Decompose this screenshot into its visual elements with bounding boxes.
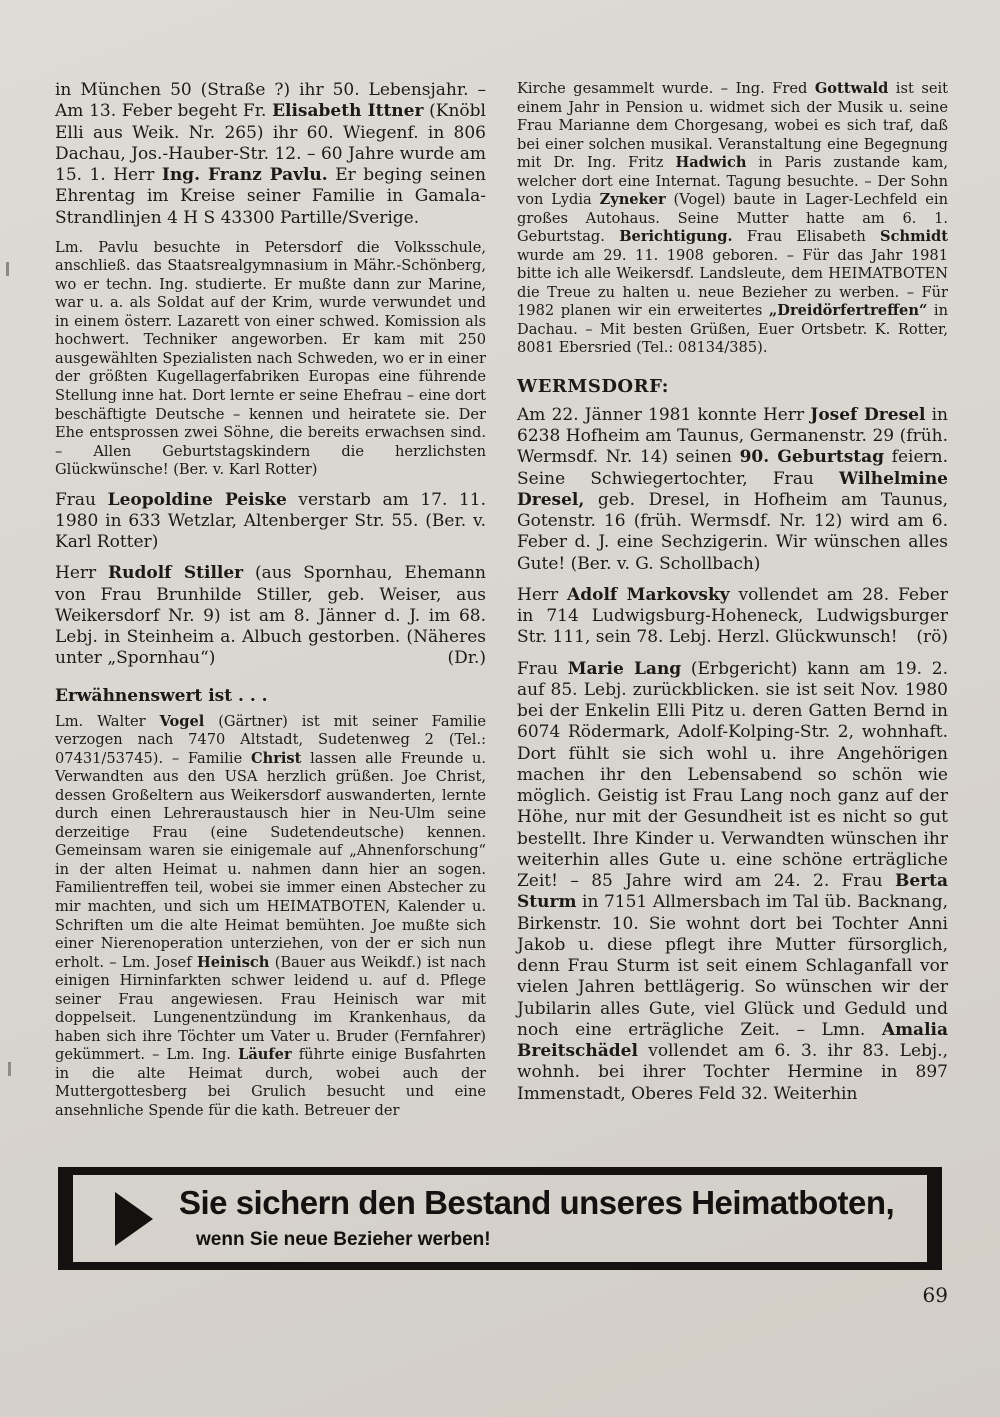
- text-run: in 6238 Hofheim am Taunus, Germanenstr. 29 (früh. Wermsdf. Nr. 14) seinen: [517, 404, 948, 468]
- text-run: (Gärtner) ist mit seiner Familie verzogen nach 7470 Altstadt, Sudetenweg 2 (Tel.: 07431/53745). – Familie: [55, 712, 486, 767]
- paragraph-dresel-birthday: [517, 405, 948, 575]
- subscription-banner: [58, 1167, 942, 1270]
- banner-text-block: [179, 1186, 894, 1251]
- paragraph-stiller-obituary: [55, 563, 486, 669]
- text-run: Herr: [517, 584, 568, 605]
- text-run: verstarb am 17. 11. 1980 in 633 Wetzlar, Altenberger Str. 55. (Ber. v. Karl Rotter): [55, 489, 486, 553]
- text-run: Frau: [55, 489, 108, 510]
- text-run: Lm. Pavlu besuchte in Petersdorf die Volksschule, anschließ. das Staatsrealgymnasium in Mähr.-Schönberg, wo er techn. Ing. studierte. Er mußte dann zur Marine, war u. a. als Soldat auf der Krim, wurde verwundet und in einem österr. Lazarett von einer schwed. Komission als hochwert. Techniker angeworben. Er kam mit 250 ausgewählten Spezialisten nach Schweden, wo er in einer der größten Kugellagerfabriken Europas eine führende Stellung inne hat. Dort lernte er seine Ehefrau – eine dort beschäftigte Deutsche – kennen und heiratete sie. Der Ehe entsprossen zwei Söhne, die bereits erwachsen sind. – Allen Geburtstagskindern die herzlichsten Glückwünsche! (Ber. v. Karl Rotter): [55, 238, 486, 479]
- bold-text-run: Heinisch: [196, 953, 270, 971]
- section-heading-erwaehnenswert: Erwähnenswert ist . . .: [55, 685, 268, 706]
- text-run: Am 22. Jänner 1981 konnte Herr: [517, 404, 811, 425]
- banner-subtitle: wenn Sie neue Bezieher werben!: [196, 1228, 491, 1250]
- bold-text-run: Berta Sturm: [517, 871, 948, 913]
- bold-text-run: Berichtigung.: [619, 228, 733, 246]
- bold-text-run: 90. Geburtstag: [739, 447, 885, 468]
- text-run: vollendet am 28. Feber in 714 Ludwigsburg-Hoheneck, Ludwigsburger Str. 111, sein 78. Lebj. Herzl. Glückwunsch!: [517, 584, 948, 648]
- page-number: 69: [922, 1283, 948, 1307]
- bold-text-run: Ing. Franz Pavlu.: [161, 165, 328, 185]
- text-run: in Dachau. – Mit besten Grüßen, Euer Ortsbetr. K. Rotter, 8081 Ebersried (Tel.: 08134/385).: [517, 302, 948, 357]
- bold-text-run: Josef Dresel: [810, 404, 926, 425]
- banner-right-bar: [927, 1167, 942, 1270]
- paragraph-pavlu-biography: [55, 239, 486, 480]
- text-columns: [55, 80, 948, 1130]
- signature-run: (Dr.): [447, 648, 486, 669]
- text-run: (Knöbl Elli aus Weik. Nr. 265) ihr 60. Wiegenf. in 806 Dachau, Jos.-Hauber-Str. 12. – 60 Jahre wurde am 15. 1. Herr: [55, 101, 486, 185]
- bold-text-run: Hadwich: [675, 154, 747, 172]
- arrow-right-icon: [115, 1192, 153, 1246]
- left-column: [55, 80, 486, 1130]
- bold-text-run: Adolf Markovsky: [567, 584, 730, 605]
- bold-text-run: Marie Lang: [567, 658, 682, 679]
- text-run: geb. Dresel, in Hofheim am Taunus, Gotenstr. 16 (früh. Wermsdf. Nr. 12) wird am 6. Feber d. J. eine Sechzigerin. Wir wünschen alles Gute! (Ber. v. G. Schollbach): [517, 489, 948, 574]
- paragraph-markovsky-birthday: [517, 585, 948, 649]
- signature-run: (rö): [916, 627, 948, 648]
- text-run: Er beging seinen Ehrentag im Kreise seiner Familie in Gamala-Strandlinjen 4 H S 43300 Partille/Sverige.: [55, 165, 486, 228]
- bold-text-run: Schmidt: [880, 228, 948, 246]
- banner-title: Sie sichern den Bestand unseres Heimatboten,: [179, 1184, 895, 1222]
- paragraph-lang-sturm-breitschaedel: [517, 659, 948, 1105]
- text-run: in Paris zustande kam, welcher dort eine Internat. Tagung besuchte. – Der Sohn von Lydia: [517, 154, 948, 209]
- right-column: [517, 80, 948, 1130]
- banner-left-bar: [58, 1167, 73, 1270]
- paragraph-peiske-obituary: [55, 490, 486, 554]
- bold-text-run: Elisabeth Ittner: [272, 101, 424, 122]
- text-run: feiern. Seine Schwiegertochter, Frau: [517, 447, 948, 489]
- text-run: vollendet am 6. 3. ihr 83. Lebj., wohnh. bei ihrer Tochter Hermine in 897 Immenstadt, Oberes Feld 32. Weiterhin: [517, 1041, 948, 1104]
- paragraph-community-notes-continued: [517, 80, 948, 358]
- bold-text-run: „Dreidörfertreffen“: [768, 302, 928, 320]
- paragraph-birthdays-ittner-pavlu: [55, 80, 486, 229]
- text-run: Kirche gesammelt wurde. – Ing. Fred: [517, 80, 815, 97]
- text-run: wurde am 29. 11. 1908 geboren. – Für das Jahr 1981 bitte ich alle Weikersdf. Landsleute, dem HEIMATBOTEN die Treue zu halten u. neue Bezieher zu werben. – Für 1982 planen wir ein erweitertes: [517, 246, 948, 320]
- text-run: lassen alle Freunde u. Verwandten aus den USA herzlich grüßen. Joe Christ, dessen Großeltern aus Weikersdorf auswanderten, lernte durch einen Lehreraustausch hier in Neu-Ulm seine derzeitige Frau (eine Sudetendeutsche) kennen. Gemeinsam waren sie einigemale auf „Ahnenforschung“ in der alten Heimat u. nahmen dann hier an sogen. Familientreffen teil, wobei sie immer einen Abstecher zu mir machten, und sich um HEIMATBOTEN, Kalender u. Schriften um die alte Heimat bemühten. Joe mußte sich einer Nierenoperation unterziehen, von der er sich nun erholt. – Lm. Josef: [55, 749, 486, 971]
- bold-text-run: Wilhelmine Dresel,: [517, 468, 948, 510]
- text-run: in München 50 (Straße ?) ihr 50. Lebensjahr. – Am 13. Feber begeht Fr.: [55, 80, 486, 122]
- text-run: (aus Spornhau, Ehemann von Frau Brunhilde Stiller, geb. Weiser, aus Weikersdorf Nr. 9) ist am 8. Jänner d. J. im 68. Lebj. in Steinheim a. Albuch gestorben. (Näheres unter „Spornhau“): [55, 563, 486, 669]
- bold-text-run: Läufer: [238, 1046, 292, 1064]
- text-run: in 7151 Allmersbach im Tal üb. Backnang, Birkenstr. 10. Sie wohnt dort bei Tochter Anni Jakob u. diese pflegt ihre Mutter fürsorglich, denn Frau Sturm ist seit einem Schlaganfall vor vielen Jahren bettlägerig. So wünschen wir der Jubilarin alles Gute, viel Glück und Geduld und noch eine erträgliche Zeit. – Lmn.: [517, 892, 948, 1040]
- text-run: ist seit einem Jahr in Pension u. widmet sich der Musik u. seine Frau Marianne dem Chorgesang, wobei es sich traf, daß bei einer solchen musikal. Veranstaltung eine Begegnung mit Dr. Ing. Fritz: [517, 80, 948, 172]
- bold-text-run: Leopoldine Peiske: [107, 489, 287, 510]
- text-run: Frau Elisabeth: [732, 228, 881, 246]
- paragraph-community-notes: [55, 713, 486, 1121]
- section-heading-wermsdorf: WERMSDORF:: [517, 375, 669, 397]
- text-run: (Erbgericht) kann am 19. 2. auf 85. Lebj. zurückblicken. sie ist seit Nov. 1980 bei der Enkelin Elli Pitz u. deren Gatten Bernd in 6074 Rödermark, Adolf-Kolping-Str. 2, wohnhaft. Dort fühlt sie sich wohl u. ihre Angehörigen machen ihr den Lebensabend so schön wie möglich. Geistig ist Frau Lang noch ganz auf der Höhe, nur mit der Gesundheit ist es nicht so gut bestellt. Ihre Kinder u. Verwandten wünschen ihr weiterhin alles Gute u. eine schöne erträgliche Zeit! – 85 Jahre wird am 24. 2. Frau: [517, 658, 948, 892]
- bold-text-run: Zyneker: [599, 191, 666, 209]
- bold-text-run: Rudolf Stiller: [108, 563, 244, 584]
- text-run: (Bauer aus Weikdf.) ist nach einigen Hirninfarkten schwer leidend u. auf d. Pflege seiner Frau angewiesen. Frau Heinisch war mit doppelseit. Lungenentzündung im Krankenhaus, da haben sich ihre Töchter um Vater u. Bruder (Fernfahrer) gekümmert. – Lm. Ing.: [55, 953, 487, 1064]
- bold-text-run: Christ: [250, 749, 302, 767]
- bold-text-run: Amalia Breitschädel: [517, 1019, 948, 1062]
- bold-text-run: Vogel: [159, 712, 205, 730]
- text-run: Herr: [55, 563, 108, 584]
- bold-text-run: Gottwald: [814, 80, 889, 97]
- text-run: führte einige Busfahrten in die alte Heimat durch, wobei auch der Muttergottesberg bei Grulich besucht und eine ansehnliche Spende für die kath. Betreuer der: [55, 1046, 486, 1119]
- text-run: Lm. Walter: [55, 712, 160, 730]
- text-run: (Vogel) baute in Lager-Lechfeld ein großes Autohaus. Seine Mutter hatte am 6. 1. Geburtstag.: [517, 191, 948, 246]
- text-run: Frau: [517, 658, 568, 679]
